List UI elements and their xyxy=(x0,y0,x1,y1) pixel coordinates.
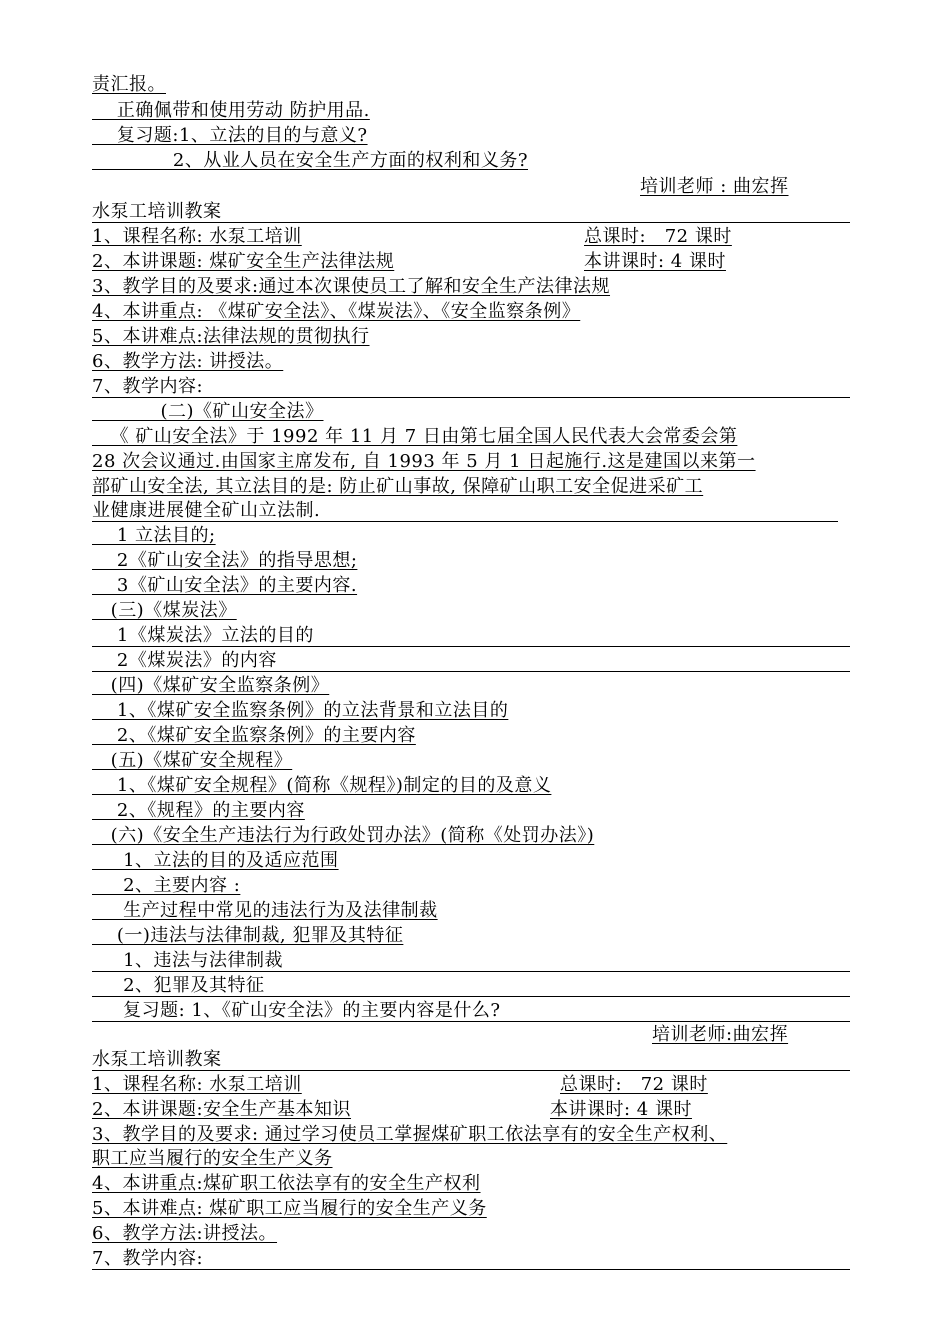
section-heading: (四)《煤矿安全监察条例》 xyxy=(92,675,330,696)
teaching-objective-cont: 职工应当履行的安全生产义务 xyxy=(92,1148,333,1169)
teaching-objective: 3、教学目的及要求: 通过学习使员工掌握煤矿职工依法享有的安全生产权利、 xyxy=(92,1124,728,1145)
teaching-objective: 3、教学目的及要求:通过本次课使员工了解和安全生产法律法规 xyxy=(92,276,611,297)
teaching-content: 7、教学内容: xyxy=(92,376,204,397)
teaching-method: 6、教学方法: 讲授法。 xyxy=(92,351,284,372)
text-line: 正确佩带和使用劳动 防护用品. xyxy=(92,100,370,121)
divider xyxy=(92,646,850,647)
list-item: 1《煤炭法》立法的目的 xyxy=(92,625,314,646)
list-item: 3《矿山安全法》的主要内容. xyxy=(92,575,358,596)
text-line: 2、从业人员在安全生产方面的权利和义务? xyxy=(92,150,528,171)
lecture-difficulty: 5、本讲难点: 煤矿职工应当履行的安全生产义务 xyxy=(92,1198,487,1219)
section-heading: (三)《煤炭法》 xyxy=(92,600,237,621)
paragraph-line: 《 矿山安全法》于 1992 年 11 月 7 日由第七届全国人民代表大会常委会第 xyxy=(92,426,738,447)
divider xyxy=(92,1021,850,1022)
lecture-focus: 4、本讲重点:煤矿职工依法享有的安全生产权利 xyxy=(92,1173,481,1194)
divider xyxy=(92,1070,850,1071)
lecture-topic: 2、本讲课题: 煤矿安全生产法律法规 xyxy=(92,251,395,272)
trainer-signature: 培训老师:曲宏挥 xyxy=(652,1024,789,1045)
course-name: 1、课程名称: 水泵工培训 xyxy=(92,1074,302,1095)
text-line: 复习题:1、立法的目的与意义? xyxy=(92,125,368,146)
list-item: 1、违法与法律制裁 xyxy=(92,950,284,971)
divider xyxy=(92,1269,850,1270)
list-item: 2《矿山安全法》的指导思想; xyxy=(92,550,358,571)
section-heading: (二)《矿山安全法》 xyxy=(92,401,324,422)
list-item: 2《煤炭法》的内容 xyxy=(92,650,277,671)
list-item: 1、《煤矿安全规程》(简称《规程》)制定的目的及意义 xyxy=(92,775,552,796)
paragraph-line: 28 次会议通过.由国家主席发布, 自 1993 年 5 月 1 日起施行.这是建国以来第一 xyxy=(92,451,756,472)
list-item: 2、犯罪及其特征 xyxy=(92,975,265,996)
divider xyxy=(92,521,838,522)
paragraph-line: 业健康进展健全矿山立法制. xyxy=(92,500,321,521)
total-hours: 总课时: 72 课时 xyxy=(584,226,732,247)
list-item: 1、立法的目的及适应范围 xyxy=(92,850,339,871)
lesson-plan-title: 水泵工培训教案 xyxy=(92,201,222,222)
course-name: 1、课程名称: 水泵工培训 xyxy=(92,226,302,247)
divider xyxy=(92,222,850,223)
divider xyxy=(92,671,850,672)
teaching-method: 6、教学方法:讲授法。 xyxy=(92,1223,278,1244)
text-line: 责汇报。 xyxy=(92,74,166,95)
lecture-difficulty: 5、本讲难点:法律法规的贯彻执行 xyxy=(92,326,370,347)
paragraph-line: 部矿山安全法, 其立法目的是: 防止矿山事故, 保障矿山职工安全促进采矿工 xyxy=(92,476,704,497)
list-item: 生产过程中常见的违法行为及法律制裁 xyxy=(92,900,438,921)
lecture-hours: 本讲课时: 4 课时 xyxy=(584,251,726,272)
list-item: 2、《煤矿安全监察条例》的主要内容 xyxy=(92,725,416,746)
list-item: 1、《煤矿安全监察条例》的立法背景和立法目的 xyxy=(92,700,509,721)
section-heading: (六)《安全生产违法行为行政处罚办法》(简称《处罚办法》) xyxy=(92,825,595,846)
list-item: 1 立法目的; xyxy=(92,525,216,546)
lecture-topic: 2、本讲课题:安全生产基本知识 xyxy=(92,1099,352,1120)
total-hours: 总课时: 72 课时 xyxy=(560,1074,708,1095)
list-item: 2、《规程》的主要内容 xyxy=(92,800,305,821)
section-heading: (一)违法与法律制裁, 犯罪及其特征 xyxy=(92,925,404,946)
trainer-signature: 培训老师 : 曲宏挥 xyxy=(640,176,789,197)
review-question: 复习题: 1、《矿山安全法》的主要内容是什么? xyxy=(92,1000,501,1021)
divider xyxy=(92,397,850,398)
divider xyxy=(92,996,850,997)
lesson-plan-title: 水泵工培训教案 xyxy=(92,1049,222,1070)
lecture-focus: 4、本讲重点: 《煤矿安全法》、《煤炭法》、《安全监察条例》 xyxy=(92,301,581,322)
section-heading: (五)《煤矿安全规程》 xyxy=(92,750,293,771)
teaching-content: 7、教学内容: xyxy=(92,1248,204,1269)
divider xyxy=(92,971,850,972)
lecture-hours: 本讲课时: 4 课时 xyxy=(550,1099,692,1120)
list-item: 2、主要内容 : xyxy=(92,875,241,896)
